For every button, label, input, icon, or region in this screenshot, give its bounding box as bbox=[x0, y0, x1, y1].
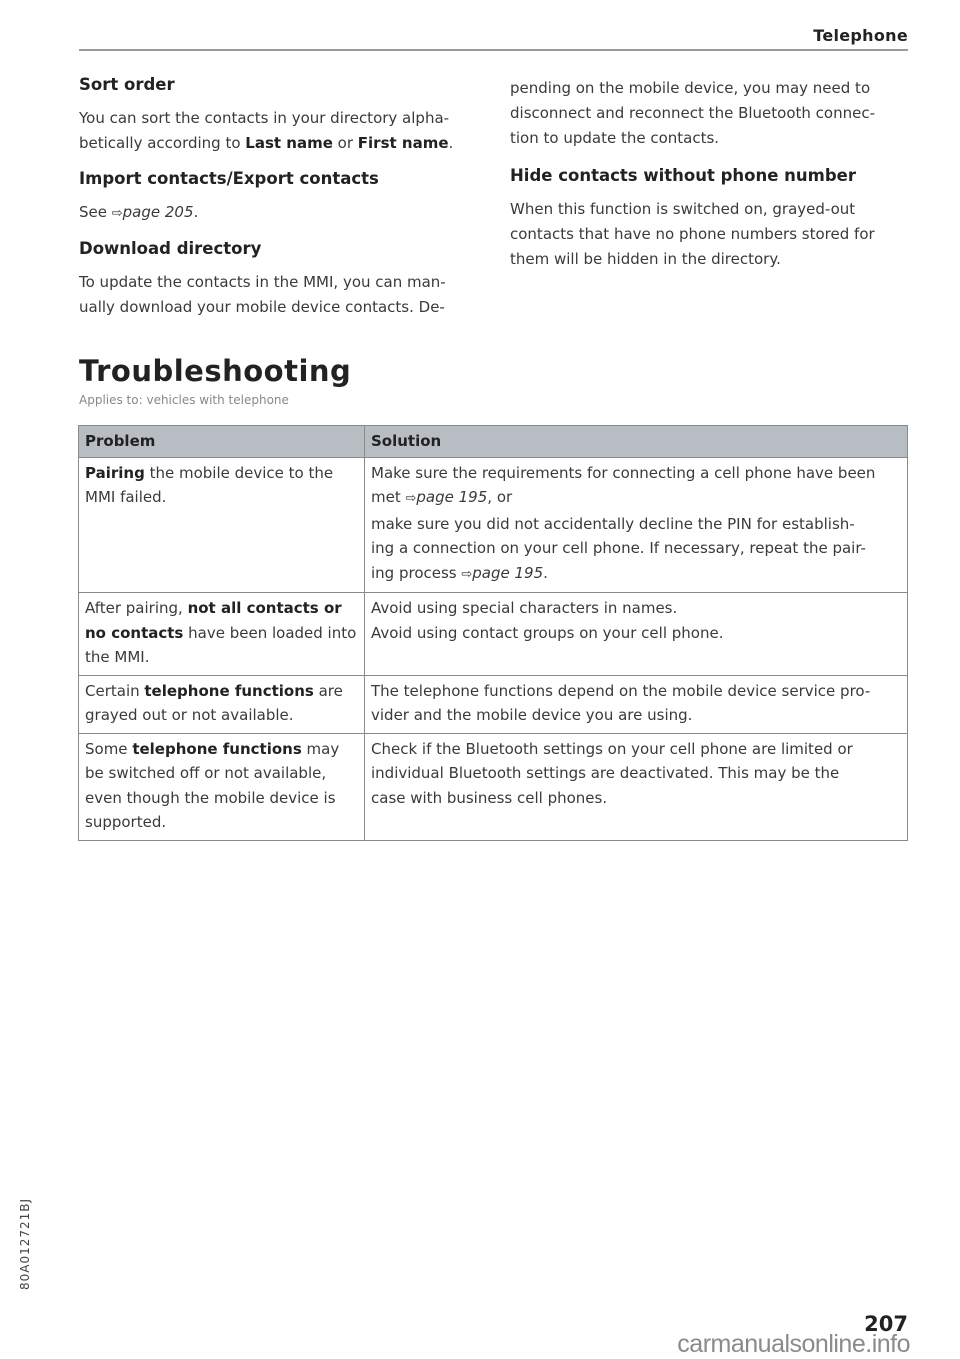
watermark: carmanualsonline.info bbox=[677, 1330, 910, 1358]
troubleshooting-table bbox=[78, 425, 908, 841]
problem-cell: Certain telephone functions are grayed out or not available. bbox=[79, 675, 365, 733]
table-row bbox=[79, 733, 908, 840]
first-name-option: First name bbox=[357, 134, 449, 152]
problem-cell: Pairing the mobile device to the MMI failed. bbox=[79, 457, 365, 593]
column-header-solution: Solution bbox=[365, 426, 908, 458]
applies-to-note: Applies to: vehicles with telephone bbox=[79, 393, 289, 407]
download-directory-continued: pending on the mobile device, you may need to disconnect and reconnect the Bluetooth connec- tion to update the contacts. bbox=[510, 79, 875, 147]
hide-contacts-heading: Hide contacts without phone number bbox=[510, 166, 856, 185]
sort-order-heading: Sort order bbox=[79, 75, 175, 94]
troubleshooting-title: Troubleshooting bbox=[79, 354, 352, 388]
table-header-row bbox=[79, 426, 908, 458]
header-rule bbox=[79, 49, 908, 51]
download-directory-text: To update the contacts in the MMI, you can man- ually download your mobile device contacts. De- bbox=[79, 273, 446, 316]
arrow-right-icon: ⇨ bbox=[461, 566, 473, 582]
last-name-option: Last name bbox=[245, 134, 333, 152]
column-header-problem: Problem bbox=[79, 426, 365, 458]
solution-cell: The telephone functions depend on the mobile device service pro- vider and the mobile device you are using. bbox=[365, 675, 908, 733]
right-column bbox=[510, 76, 908, 284]
solution-cell: Avoid using special characters in names. Avoid using contact groups on your cell phone. bbox=[365, 593, 908, 676]
table-row bbox=[79, 675, 908, 733]
import-export-heading: Import contacts/Export contacts bbox=[79, 169, 379, 188]
page-reference-link[interactable]: page 195 bbox=[416, 488, 488, 506]
left-column bbox=[79, 74, 471, 332]
import-export-text: See ⇨page 205. bbox=[79, 203, 199, 221]
arrow-right-icon: ⇨ bbox=[111, 206, 123, 221]
problem-cell: After pairing, not all contacts or no contacts have been loaded into the MMI. bbox=[79, 593, 365, 676]
page-number: 207 bbox=[864, 1312, 908, 1336]
table-row bbox=[79, 457, 908, 593]
sort-order-text: You can sort the contacts in your directory alpha- betically according to Last name or First name. bbox=[79, 109, 454, 152]
arrow-right-icon: ⇨ bbox=[405, 491, 417, 506]
table-row bbox=[79, 593, 908, 676]
hide-contacts-text: When this function is switched on, grayed-out contacts that have no phone numbers stored for them will be hidden in the directory. bbox=[510, 200, 875, 268]
section-title: Telephone bbox=[813, 26, 908, 45]
solution-cell: Make sure the requirements for connecting a cell phone have been met ⇨page 195, or make sure you did not accidentally decline the PIN for establish- ing a connection on your cell phone. If necessary, repeat the pair- ing process ⇨page 195. bbox=[365, 457, 908, 593]
page-reference-link[interactable]: page 195 bbox=[472, 563, 544, 582]
solution-cell: Check if the Bluetooth settings on your cell phone are limited or individual Bluetooth settings are deactivated. This may be the case with business cell phones. bbox=[365, 733, 908, 840]
problem-cell: Some telephone functions may be switched off or not available, even though the mobile device is supported. bbox=[79, 733, 365, 840]
download-directory-heading: Download directory bbox=[79, 239, 262, 258]
document-code: 80A012721BJ bbox=[18, 1197, 32, 1290]
page-reference-link[interactable]: page 205 bbox=[122, 203, 194, 221]
